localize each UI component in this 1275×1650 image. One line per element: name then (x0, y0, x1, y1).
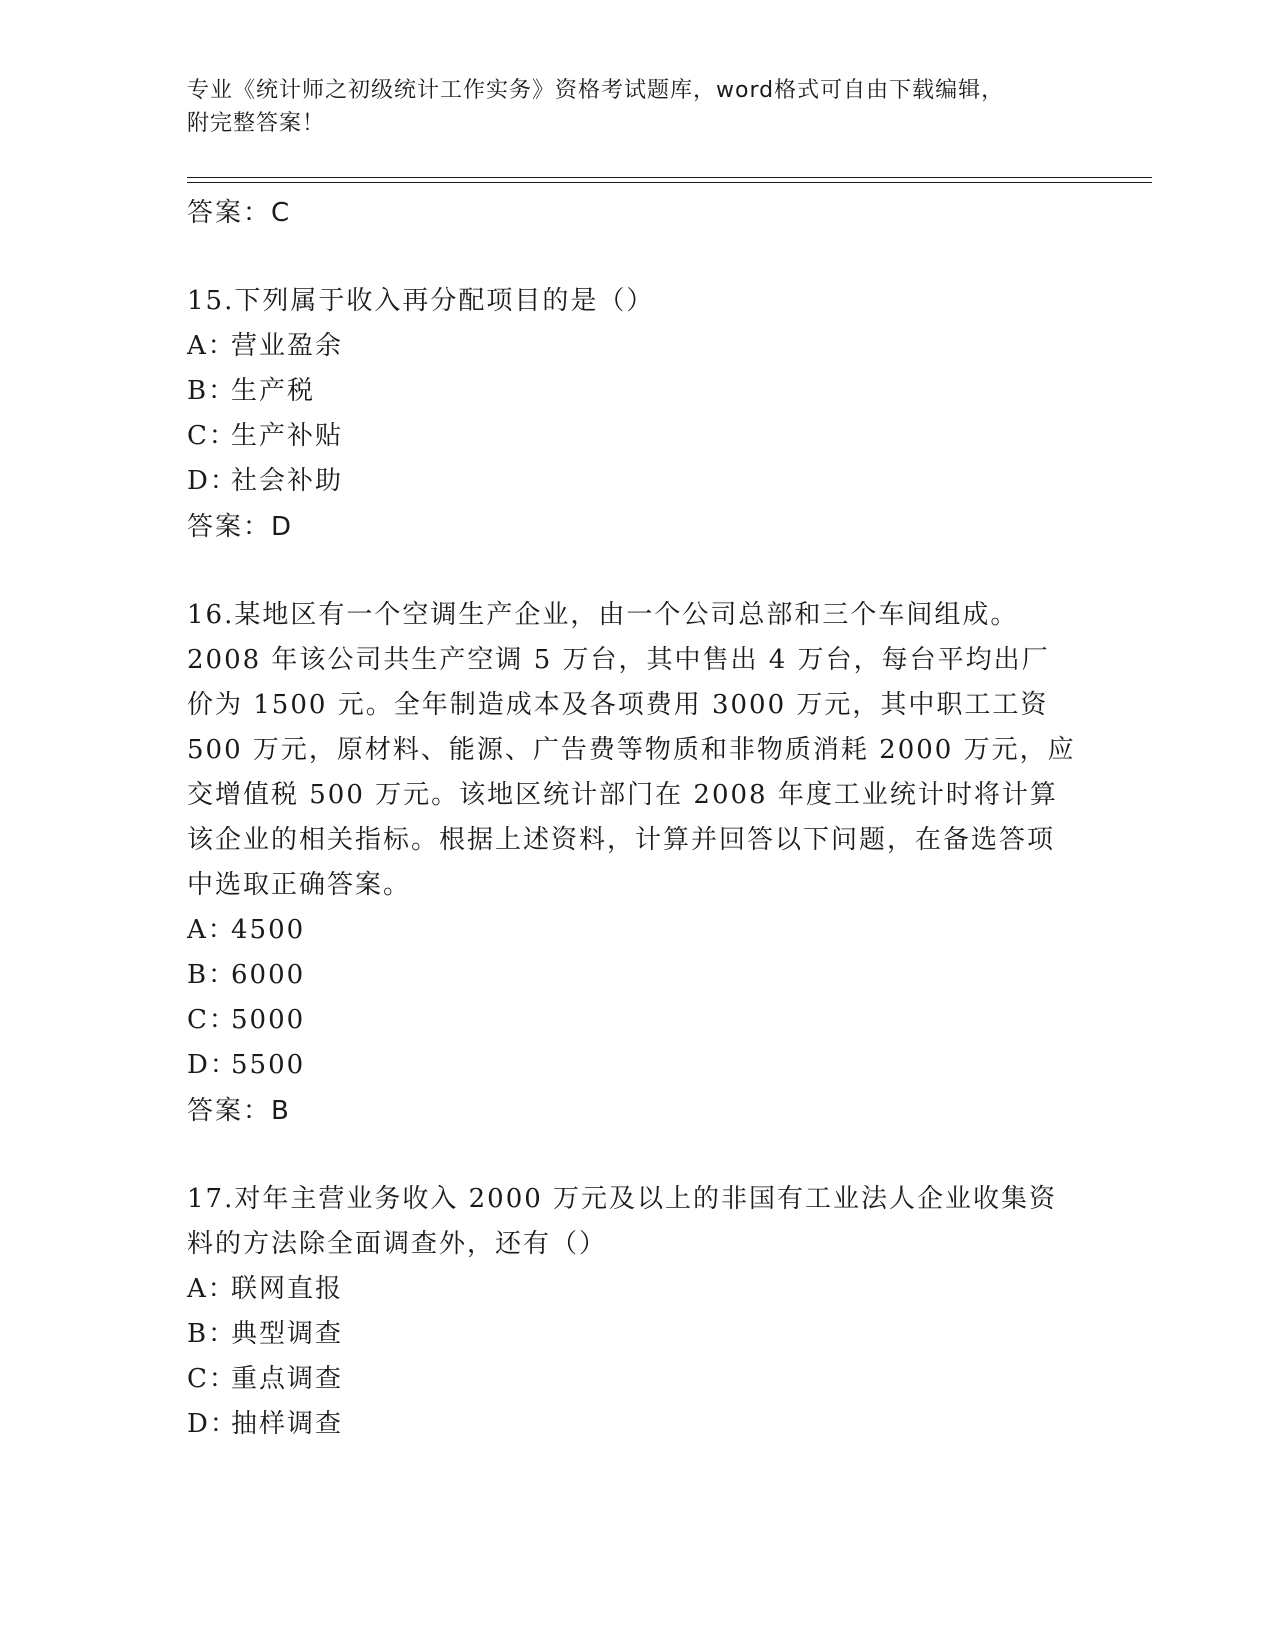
option-key: C： (187, 421, 237, 451)
option-c (187, 414, 1077, 459)
option-d (187, 1402, 1077, 1447)
option-key: C： (187, 1364, 237, 1394)
question-text: 16.某地区有一个空调生产企业，由一个公司总部和三个车间组成。2008 年该公司共生产空调 5 万台，其中售出 4 万台，每台平均出厂价为 1500 元。全年制造成本及各项费用 3000 万元，其中职工工资 500 万元，原材料、能源、广告费等物质和非物质消耗 2000 万元，应交增值税 500 万元。该地区统计部门在 2008 年度工业统计时将计算该企业的相关指标。根据上述资料，计算并回答以下问题，在备选答项中选取正确答案。 (187, 600, 1076, 900)
option-key: D： (187, 1050, 238, 1080)
option-b (187, 1312, 1077, 1357)
option-text: 5500 (231, 1050, 306, 1080)
option-b (187, 369, 1077, 414)
option-a (187, 324, 1077, 369)
question-17 (187, 1177, 1077, 1447)
option-text: 生产税 (231, 376, 316, 406)
option-text: 4500 (231, 915, 306, 945)
option-a (187, 908, 1077, 953)
answer-label: 答案：D (187, 512, 294, 542)
option-text: 重点调查 (231, 1364, 344, 1394)
option-text: 营业盈余 (231, 331, 344, 361)
option-key: B： (187, 1319, 237, 1349)
option-text: 联网直报 (231, 1274, 344, 1304)
question-list (187, 190, 1077, 1447)
option-c (187, 1357, 1077, 1402)
header-rule (187, 177, 1152, 178)
page-header (187, 74, 1067, 140)
option-key: A： (187, 915, 236, 945)
question-16 (187, 593, 1077, 1134)
option-key: B： (187, 960, 237, 990)
header-rule-double (187, 182, 1152, 183)
option-b (187, 953, 1077, 998)
option-key: A： (187, 1274, 236, 1304)
answer-label: 答案：C (187, 198, 292, 228)
option-text: 6000 (231, 960, 306, 990)
header-line-1: 专业《统计师之初级统计工作实务》资格考试题库，word格式可自由下载编辑， (187, 78, 1005, 103)
option-d (187, 1043, 1077, 1088)
option-text: 抽样调查 (231, 1409, 344, 1439)
option-key: D： (187, 466, 238, 496)
option-text: 5000 (231, 1005, 306, 1035)
question-15 (187, 279, 1077, 550)
option-key: C： (187, 1005, 237, 1035)
option-key: D： (187, 1409, 238, 1439)
question-text: 17.对年主营业务收入 2000 万元及以上的非国有工业法人企业收集资料的方法除全面调查外，还有（） (187, 1184, 1058, 1259)
option-key: A： (187, 331, 236, 361)
answer-label: 答案：B (187, 1096, 291, 1126)
option-c (187, 998, 1077, 1043)
option-a (187, 1267, 1077, 1312)
option-text: 社会补助 (231, 466, 344, 496)
option-d (187, 459, 1077, 504)
option-key: B： (187, 376, 237, 406)
option-text: 典型调查 (231, 1319, 344, 1349)
question-text: 15.下列属于收入再分配项目的是（） (187, 286, 655, 316)
header-line-2: 附完整答案！ (187, 111, 326, 136)
option-text: 生产补贴 (231, 421, 344, 451)
